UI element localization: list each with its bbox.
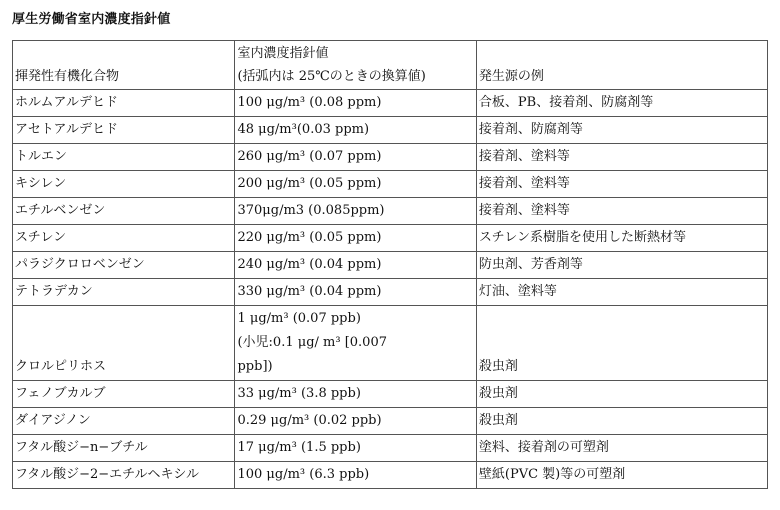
compound-cell: トルエン	[13, 144, 235, 171]
table-row	[13, 144, 768, 171]
source-cell: 接着剤、塗料等	[476, 144, 767, 171]
compound-cell: スチレン	[13, 225, 235, 252]
source-cell: 接着剤、塗料等	[476, 198, 767, 225]
header-compound: 揮発性有機化合物	[13, 41, 235, 90]
value-cell: 100 μg/m³ (6.3 ppb)	[235, 462, 476, 489]
value-cell: 330 μg/m³ (0.04 ppm)	[235, 279, 476, 306]
source-cell: 接着剤、防腐剤等	[476, 117, 767, 144]
source-cell: 灯油、塗料等	[476, 279, 767, 306]
value-line: 1 μg/m³ (0.07 ppb)	[237, 311, 361, 326]
compound-cell: アセトアルデヒド	[13, 117, 235, 144]
value-line: (小児:0.1 μg/ m³ [0.007	[237, 335, 387, 350]
source-cell: 殺虫剤	[476, 306, 767, 381]
source-cell: 殺虫剤	[476, 408, 767, 435]
value-cell: 220 μg/m³ (0.05 ppm)	[235, 225, 476, 252]
value-cell: 240 μg/m³ (0.04 ppm)	[235, 252, 476, 279]
compound-cell: フタル酸ジ−n−ブチル	[13, 435, 235, 462]
table-row	[13, 252, 768, 279]
compound-cell: パラジクロロベンゼン	[13, 252, 235, 279]
source-cell: 塗料、接着剤の可塑剤	[476, 435, 767, 462]
compound-cell: テトラデカン	[13, 279, 235, 306]
page-title: 厚生労働省室内濃度指針値	[12, 12, 171, 27]
value-cell: 200 μg/m³ (0.05 ppm)	[235, 171, 476, 198]
value-cell: 100 μg/m³ (0.08 ppm)	[235, 90, 476, 117]
guideline-table	[12, 40, 768, 489]
header-guideline-line2: (括弧内は 25℃のときの換算値)	[237, 69, 426, 84]
table-row	[13, 90, 768, 117]
header-guideline	[235, 41, 476, 90]
value-cell: 48 μg/m³(0.03 ppm)	[235, 117, 476, 144]
compound-cell: ホルムアルデヒド	[13, 90, 235, 117]
table-row	[13, 171, 768, 198]
value-cell: 33 μg/m³ (3.8 ppb)	[235, 381, 476, 408]
compound-cell: フェノブカルブ	[13, 381, 235, 408]
compound-cell: ダイアジノン	[13, 408, 235, 435]
compound-cell: キシレン	[13, 171, 235, 198]
value-cell: 260 μg/m³ (0.07 ppm)	[235, 144, 476, 171]
table-row	[13, 306, 768, 381]
compound-cell: フタル酸ジ−2−エチルヘキシル	[13, 462, 235, 489]
table-row	[13, 462, 768, 489]
source-cell: 殺虫剤	[476, 381, 767, 408]
table-row	[13, 279, 768, 306]
compound-cell: エチルベンゼン	[13, 198, 235, 225]
table-header-row	[13, 41, 768, 90]
value-cell: 17 μg/m³ (1.5 ppb)	[235, 435, 476, 462]
value-cell: 0.29 μg/m³ (0.02 ppb)	[235, 408, 476, 435]
source-cell: 壁紙(PVC 製)等の可塑剤	[476, 462, 767, 489]
value-cell: 370μg/m3 (0.085ppm)	[235, 198, 476, 225]
table-row	[13, 198, 768, 225]
table-row	[13, 408, 768, 435]
table-row	[13, 381, 768, 408]
compound-cell: クロルピリホス	[13, 306, 235, 381]
source-cell: 接着剤、塗料等	[476, 171, 767, 198]
value-line: ppb])	[237, 359, 273, 374]
table-row	[13, 117, 768, 144]
table-row	[13, 435, 768, 462]
source-cell: 防虫剤、芳香剤等	[476, 252, 767, 279]
source-cell: スチレン系樹脂を使用した断熱材等	[476, 225, 767, 252]
value-cell	[235, 306, 476, 381]
header-guideline-line1: 室内濃度指針値	[237, 46, 329, 61]
header-source: 発生源の例	[476, 41, 767, 90]
source-cell: 合板、PB、接着剤、防腐剤等	[476, 90, 767, 117]
table-row	[13, 225, 768, 252]
